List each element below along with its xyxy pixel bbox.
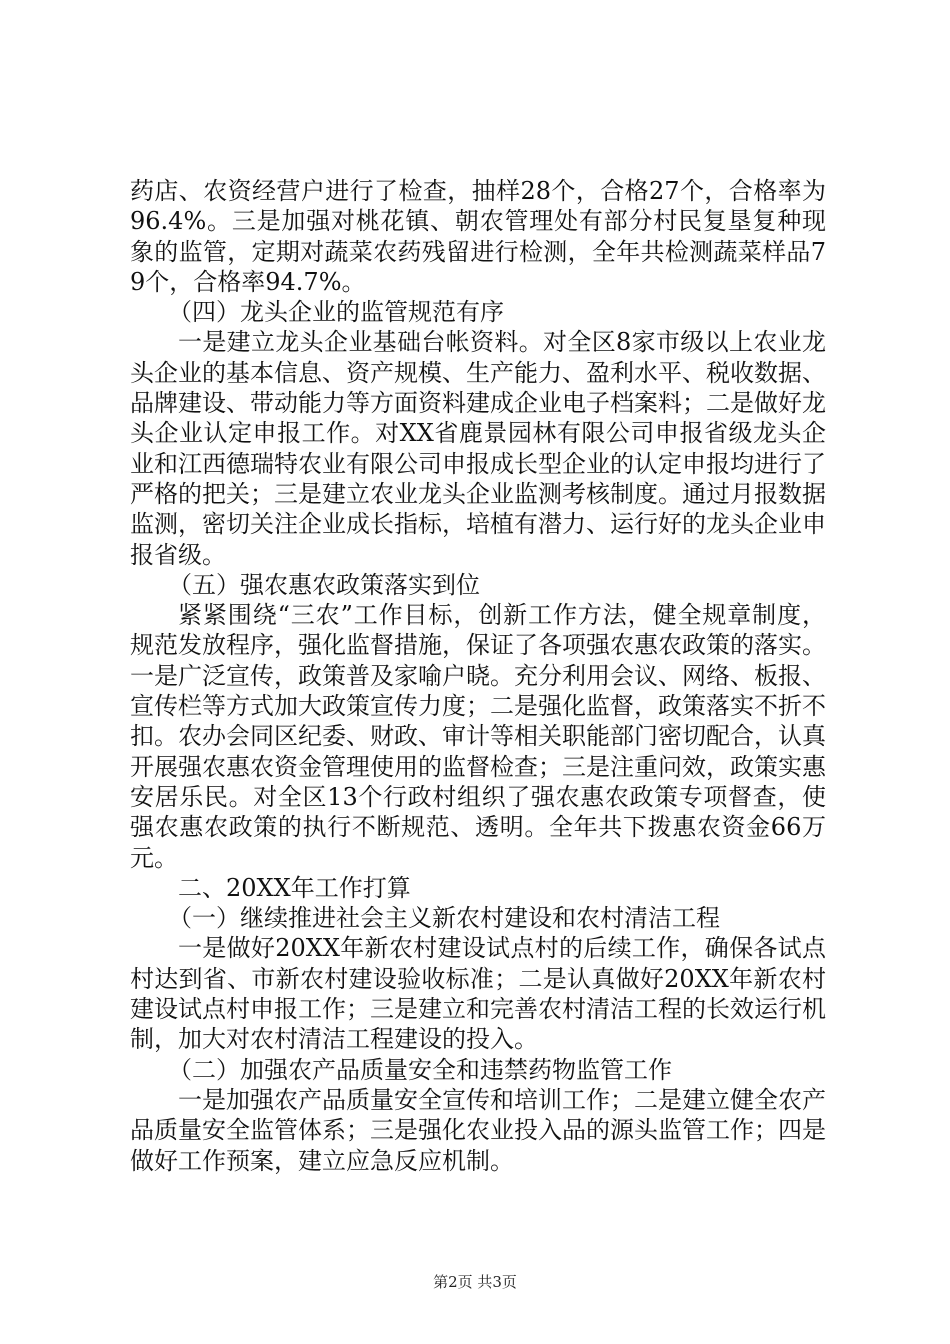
section-heading-five: （五）强农惠农政策落实到位 <box>168 570 480 599</box>
document-body <box>130 176 826 1176</box>
paragraph-quality-safety: 一是加强农产品质量安全宣传和培训工作；二是建立健全农产品质量安全监管体系；三是强化农业投入品的源头监管工作；四是做好工作预案，建立应急反应机制。 <box>130 1085 826 1175</box>
section-heading-plan: 二、20XX年工作打算 <box>178 873 411 902</box>
paragraph-new-village: 一是做好20XX年新农村建设试点村的后续工作，确保各试点村达到省、市新农村建设验收标准；二是认真做好20XX年新农村建设试点村申报工作；三是建立和完善农村清洁工程的长效运行机制，加大对农村清洁工程建设的投入。 <box>130 934 826 1054</box>
section-heading-four: （四）龙头企业的监管规范有序 <box>168 298 504 327</box>
paragraph-policy: 紧紧围绕“三农”工作目标，创新工作方法，健全规章制度，规范发放程序，强化监督措施，保证了各项强农惠农政策的落实。一是广泛宣传，政策普及家喻户晓。充分利用会议、网络、板报、宣传栏等方式加大政策宣传力度；二是强化监督，政策落实不折不扣。农办会同区纪委、财政、审计等相关职能部门密切配合，认真开展强农惠农资金管理使用的监督检查；三是注重问效，政策实惠安居乐民。对全区13个行政村组织了强农惠农政策专项督查，使强农惠农政策的执行不断规范、透明。全年共下拨惠农资金66万元。 <box>130 601 826 872</box>
page-number-footer: 第2页 共3页 <box>433 1273 517 1291</box>
paragraph-leading-enterprises: 一是建立龙头企业基础台帐资料。对全区8家市级以上农业龙头企业的基本信息、资产规模、生产能力、盈利水平、税收数据、品牌建设、带动能力等方面资料建成企业电子档案料；二是做好龙头企业认定申报工作。对XX省鹿景园林有限公司申报省级龙头企业和江西德瑞特农业有限公司申报成长型企业的认定申报均进行了严格的把关；三是建立农业龙头企业监测考核制度。通过月报数据监测，密切关注企业成长指标，培植有潜力、运行好的龙头企业申报省级。 <box>130 328 826 569</box>
subsection-heading-two: （二）加强农产品质量安全和违禁药物监管工作 <box>168 1055 672 1084</box>
paragraph-continuation: 药店、农资经营户进行了检查，抽样28个，合格27个，合格率为96.4%。三是加强对桃花镇、朝农管理处有部分村民复垦复种现象的监管，定期对蔬菜农药残留进行检测，全年共检测蔬菜样品79个，合格率94.7%。 <box>130 177 826 296</box>
subsection-heading-one: （一）继续推进社会主义新农村建设和农村清洁工程 <box>168 904 720 933</box>
